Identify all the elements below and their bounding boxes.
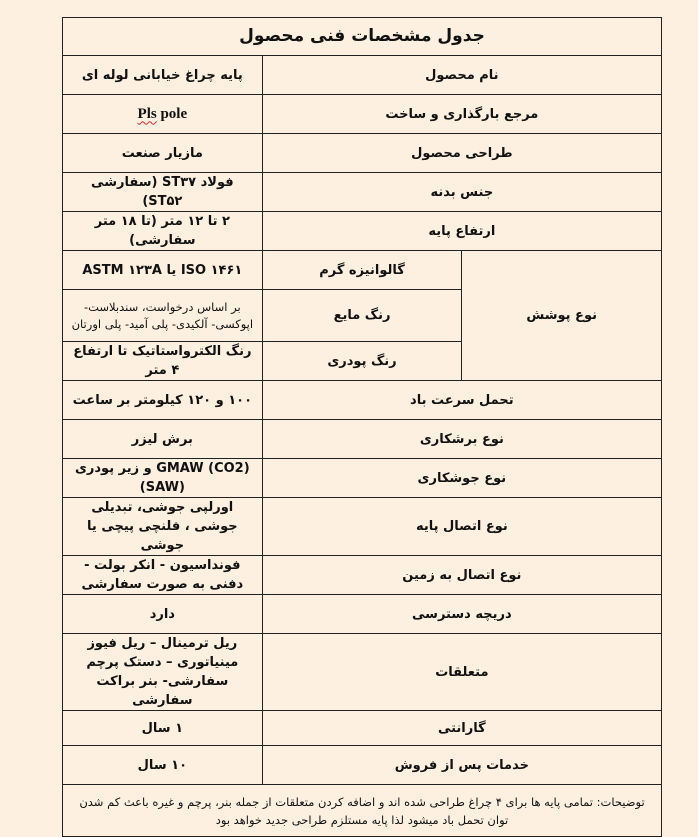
value-reference-text xyxy=(138,106,188,122)
row-access xyxy=(63,595,662,634)
sublabel-powder-paint: رنگ پودری xyxy=(262,342,462,381)
value-galvanized: ISO ۱۴۶۱ یا ASTM ۱۲۳A xyxy=(63,251,263,290)
label-access: دریچه دسترسی xyxy=(262,595,661,634)
value-design: مازیار صنعت xyxy=(63,134,263,173)
row-cutting xyxy=(63,420,662,459)
label-accessories: متعلقات xyxy=(262,634,661,711)
spec-sheet xyxy=(62,17,662,837)
sublabel-liquid-paint: رنگ مایع xyxy=(262,290,462,342)
value-reference xyxy=(63,95,263,134)
value-warranty: ۱ سال xyxy=(63,711,263,746)
value-liquid-paint: بر اساس درخواست، سندبلاست- اپوکسی- آلکیدی- پلی آمید- پلی اورتان xyxy=(63,290,263,342)
value-product-name: پایه چراغ خیابانی لوله ای xyxy=(63,56,263,95)
label-reference: مرجع بارگذاری و ساخت xyxy=(262,95,661,134)
label-welding: نوع جوشکاری xyxy=(262,459,661,498)
row-service xyxy=(63,746,662,785)
value-service: ۱۰ سال xyxy=(63,746,263,785)
label-height: ارتفاع پایه xyxy=(262,212,661,251)
sublabel-galvanized: گالوانیزه گرم xyxy=(262,251,462,290)
value-connection: اورلپی جوشی، تبدیلی جوشی ، فلنچی پیچی یا جوشی xyxy=(63,498,263,556)
row-wind xyxy=(63,381,662,420)
value-height: ۲ تا ۱۲ متر (تا ۱۸ متر سفارشی) xyxy=(63,212,263,251)
value-accessories: ریل ترمینال – ریل فیوز مینیاتوری – دستک پرچم سفارشی- بنر براکت سفارشی xyxy=(63,634,263,711)
value-reference-rest: pole xyxy=(156,105,188,122)
table-title: جدول مشخصات فنی محصول xyxy=(63,18,662,56)
label-service: خدمات پس از فروش xyxy=(262,746,661,785)
label-material: جنس بدنه xyxy=(262,173,661,212)
value-welding: GMAW (CO2) و زیر پودری (SAW) xyxy=(63,459,263,498)
row-coating-galvanized xyxy=(63,251,662,290)
value-wind: ۱۰۰ و ۱۲۰ کیلومتر بر ساعت xyxy=(63,381,263,420)
row-warranty xyxy=(63,711,662,746)
note-row xyxy=(63,785,662,837)
row-welding xyxy=(63,459,662,498)
spec-table xyxy=(62,17,662,837)
label-warranty: گارانتی xyxy=(262,711,661,746)
label-connection: نوع اتصال پایه xyxy=(262,498,661,556)
row-ground xyxy=(63,556,662,595)
row-product-name xyxy=(63,56,662,95)
label-cutting: نوع برشکاری xyxy=(262,420,661,459)
row-material xyxy=(63,173,662,212)
row-height xyxy=(63,212,662,251)
label-product-name: نام محصول xyxy=(262,56,661,95)
label-ground: نوع اتصال به زمین xyxy=(262,556,661,595)
value-cutting: برش لیزر xyxy=(63,420,263,459)
row-reference xyxy=(63,95,662,134)
label-wind: تحمل سرعت باد xyxy=(262,381,661,420)
row-design xyxy=(63,134,662,173)
notes-text: توضیحات: تمامی پایه ها برای ۴ چراغ طراحی شده اند و اضافه کردن متعلقات از جمله بنر، پرچم و غیره باعث کم شدن توان تحمل باد میشود لذا پایه مستلزم طراحی جدید خواهد بود xyxy=(63,785,662,837)
row-accessories xyxy=(63,634,662,711)
value-access: دارد xyxy=(63,595,263,634)
value-material: فولاد ST۳۷ (سفارشی ST۵۲) xyxy=(63,173,263,212)
label-design: طراحی محصول xyxy=(262,134,661,173)
value-ground: فونداسیون - انکر بولت - دفنی به صورت سفارشی xyxy=(63,556,263,595)
row-connection xyxy=(63,498,662,556)
label-coating: نوع پوشش xyxy=(462,251,662,381)
spellcheck-mark: Pls xyxy=(137,105,157,122)
title-row xyxy=(63,18,662,56)
value-powder-paint: رنگ الکترواستاتیک تا ارتفاع ۴ متر xyxy=(63,342,263,381)
